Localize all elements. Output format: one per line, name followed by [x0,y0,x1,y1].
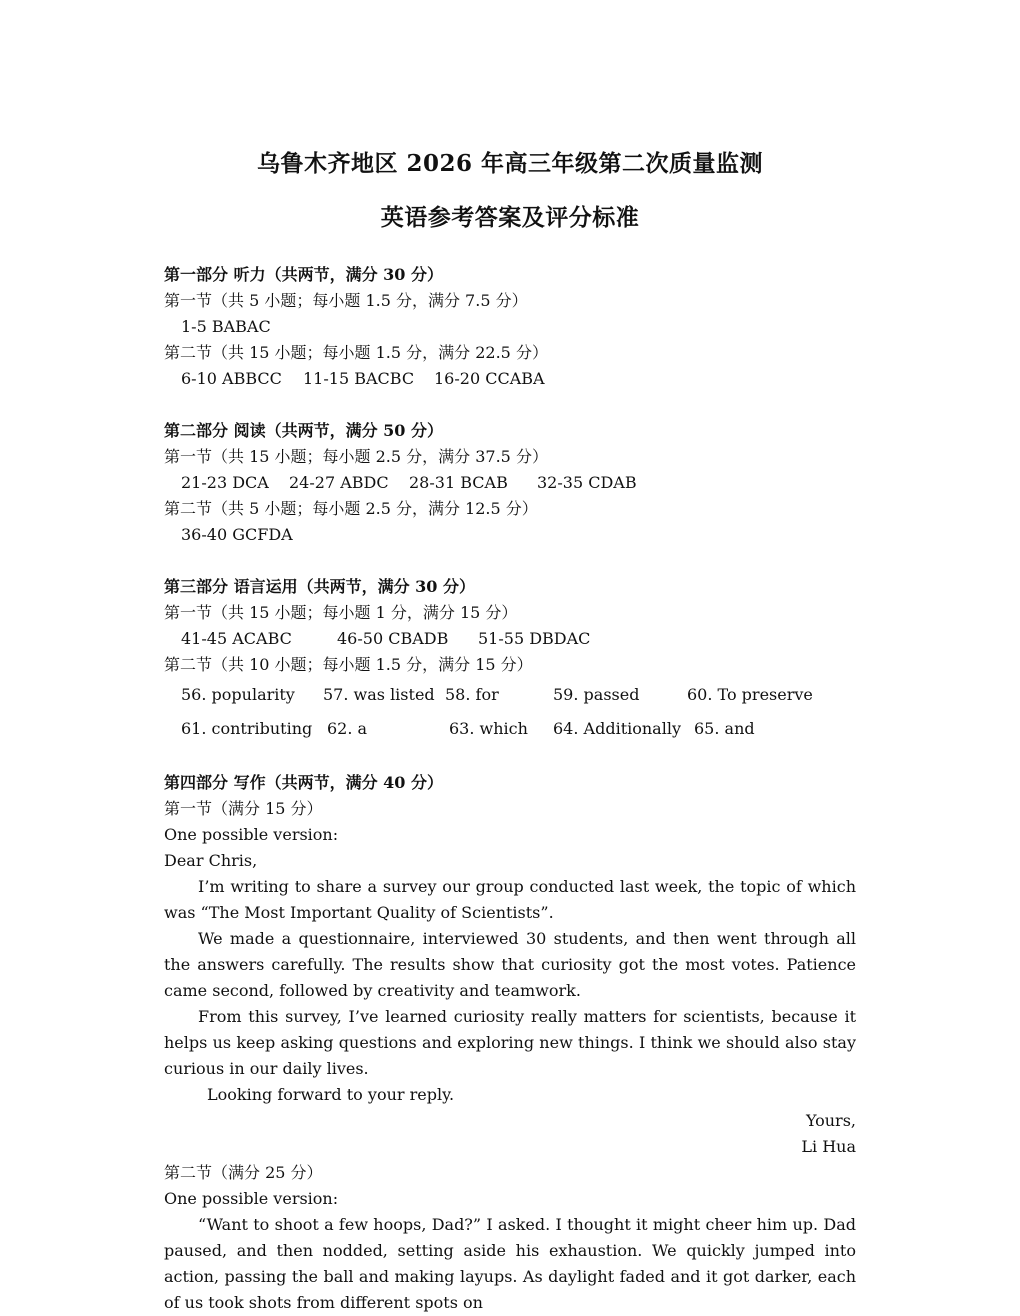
answer-group: 46-50 CBADB [337,629,449,648]
letter-paragraph: I’m writing to share a survey our group conducted last week, the topic of which was “The Most Important Quality of Scientists”. [164,877,856,922]
answer-item: 57. was listed [323,685,435,704]
document-title: 乌鲁木齐地区 2026 年高三年级第二次质量监测 [256,150,764,177]
part4-section1-title: 第一节（满分 15 分） [164,799,323,818]
version-label: One possible version: [164,1189,339,1208]
story-paragraph: “Want to shoot a few hoops, Dad?” I asked. I thought it might cheer him up. Dad paused, and then nodded, setting aside his exhaustion. We quickly jumped into action, passing the ball and making layups. As daylight faded and it got darker, each of us took shots from different spots on [164,1215,856,1312]
part2-section2-answers [164,522,856,548]
answer-group: 1-5 BABAC [181,317,271,336]
part2-heading: 第二部分 阅读（共两节，满分 50 分） [164,421,443,440]
answer-item: 60. To preserve [687,685,813,704]
part2-section1-title: 第一节（共 15 小题；每小题 2.5 分，满分 37.5 分） [164,447,548,466]
answer-group: 24-27 ABDC [289,473,389,492]
answer-item: 65. and [694,719,755,738]
part3-answer-row-2 [164,712,856,746]
part1-section1-answers [164,314,856,340]
answer-group: 32-35 CDAB [537,473,637,492]
answer-group: 16-20 CCABA [434,369,545,388]
answer-group: 11-15 BACBC [303,369,415,388]
answer-item: 61. contributing [181,719,313,738]
letter-closing-line: Looking forward to your reply. [207,1085,455,1104]
part3-section2-title: 第二节（共 10 小题；每小题 1.5 分，满分 15 分） [164,655,533,674]
letter-signoff: Yours, [805,1111,856,1130]
part1-section2-title: 第二节（共 15 小题；每小题 1.5 分，满分 22.5 分） [164,343,548,362]
part2-section2-title: 第二节（共 5 小题；每小题 2.5 分，满分 12.5 分） [164,499,538,518]
part3-heading: 第三部分 语言运用（共两节，满分 30 分） [164,577,475,596]
part3-section1-answers [164,626,856,652]
part4-heading: 第四部分 写作（共两节，满分 40 分） [164,773,443,792]
letter-paragraph: From this survey, I’ve learned curiosity really matters for scientists, because it helps us keep asking questions and exploring new things. I think we should also stay curious in our daily lives. [164,1007,856,1078]
answer-group: 51-55 DBDAC [478,629,591,648]
answer-group: 28-31 BCAB [409,473,508,492]
part1-heading: 第一部分 听力（共两节，满分 30 分） [164,265,443,284]
answer-group: 6-10 ABBCC [181,369,282,388]
answer-item: 56. popularity [181,685,295,704]
part3-answer-row-1 [164,678,856,712]
version-label: One possible version: [164,825,339,844]
part3-section1-title: 第一节（共 15 小题；每小题 1 分，满分 15 分） [164,603,518,622]
answer-content [164,262,856,1316]
answer-group: 41-45 ACABC [181,629,292,648]
letter-paragraph: We made a questionnaire, interviewed 30 students, and then went through all the answers carefully. The results show that curiosity got the most votes. Patience came second, followed by creativity and teamwork. [164,929,856,1000]
answer-item: 62. a [327,719,368,738]
part1-section2-answers [164,366,856,392]
part4-section2-title: 第二节（满分 25 分） [164,1163,323,1182]
document-subtitle: 英语参考答案及评分标准 [380,204,640,231]
answer-group: 21-23 DCA [181,473,269,492]
answer-item: 58. for [445,685,499,704]
answer-group: 36-40 GCFDA [181,525,293,544]
letter-greeting: Dear Chris, [164,851,258,870]
answer-item: 59. passed [553,685,640,704]
answer-item: 64. Additionally [553,719,681,738]
part2-section1-answers [164,470,856,496]
answer-item: 63. which [449,719,528,738]
part1-section1-title: 第一节（共 5 小题；每小题 1.5 分，满分 7.5 分） [164,291,528,310]
letter-signature: Li Hua [801,1137,856,1156]
